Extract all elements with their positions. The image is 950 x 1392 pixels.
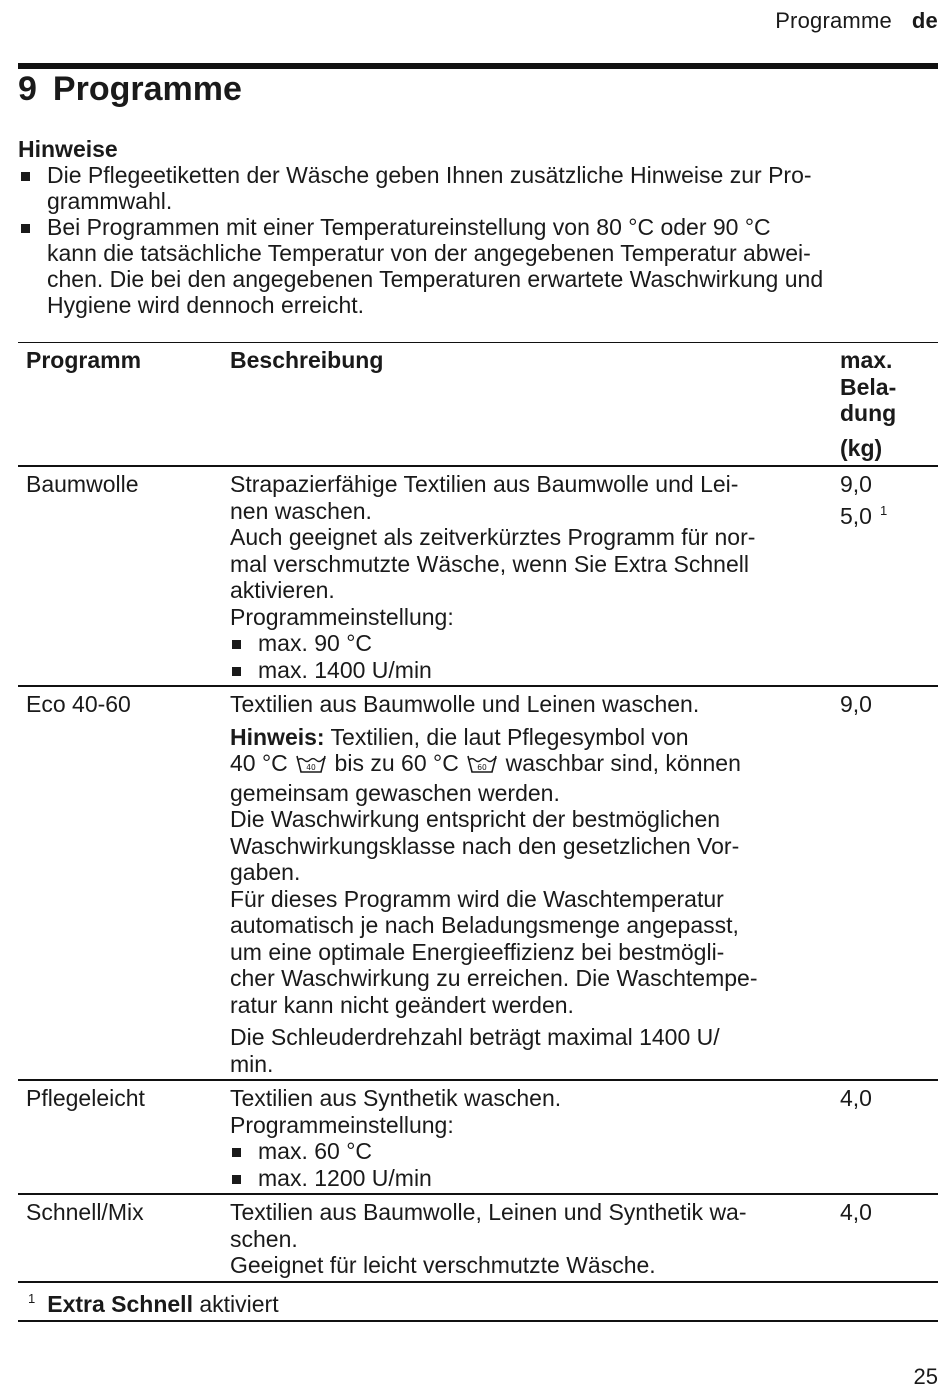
description-text: Textilien aus Baumwolle, Leinen und Synthetik wa- schen. xyxy=(230,1199,747,1252)
table-row xyxy=(18,1194,938,1282)
max-load xyxy=(840,466,938,686)
table-header-row xyxy=(18,343,938,467)
square-bullet-icon xyxy=(232,667,241,676)
settings-item-text: max. 1200 U/min xyxy=(258,1164,432,1191)
program-description xyxy=(230,1080,840,1194)
page-number: 25 xyxy=(913,1364,938,1389)
setting-label: Programmeinstellung: xyxy=(230,1111,454,1138)
wash-icon-temp: 60 xyxy=(477,763,487,772)
notes-item xyxy=(18,214,936,318)
washtub-40-icon xyxy=(296,753,326,780)
header-rule xyxy=(18,63,938,69)
chapter-number: 9 xyxy=(18,70,37,108)
program-table xyxy=(18,342,938,1322)
footnote-mark: 1 xyxy=(28,1290,36,1306)
notes-list xyxy=(18,162,936,318)
square-bullet-icon xyxy=(232,640,241,649)
square-bullet-icon xyxy=(21,224,30,233)
description-text: Textilien aus Synthetik waschen. xyxy=(230,1085,562,1111)
footnote-emphasis: Extra Schnell xyxy=(47,1290,193,1317)
washtub-60-icon xyxy=(467,753,497,780)
table-footnote-row xyxy=(18,1282,938,1322)
max-load-value: 5,0 xyxy=(840,502,872,529)
settings-item xyxy=(230,630,840,657)
max-load-value: 4,0 xyxy=(840,1199,872,1225)
program-description xyxy=(230,686,840,1080)
chapter-title: Programme xyxy=(52,70,242,108)
program-description xyxy=(230,1194,840,1282)
table-row xyxy=(18,1080,938,1194)
program-name: Schnell/Mix xyxy=(26,1199,144,1225)
notes-item-text: Bei Programmen mit einer Temperatureinstellung von 80 °C oder 90 °C kann die tatsächliche Temperatur von der angegebenen Temperatur abwei- chen. Die bei den angegebenen Temperaturen erwartete Waschwirkung und Hygiene wird dennoch erreicht. xyxy=(47,214,824,318)
settings-item xyxy=(230,1138,840,1165)
description-text: Die Waschwirkung entspricht der bestmöglichen Waschwirkungsklasse nach den gesetzlichen Vor- gaben. xyxy=(230,806,740,885)
square-bullet-icon xyxy=(232,1148,241,1157)
col-header-load-label: max. Bela- dung xyxy=(840,347,897,426)
settings-item xyxy=(230,1165,840,1192)
program-name: Pflegeleicht xyxy=(26,1085,145,1111)
col-header-load xyxy=(840,343,938,467)
settings-item xyxy=(230,657,840,684)
description-text: Die Schleuderdrehzahl beträgt maximal 1400 U/ min. xyxy=(230,1024,720,1077)
square-bullet-icon xyxy=(21,172,30,181)
notes-item-text: Die Pflegeetiketten der Wäsche geben Ihnen zusätzliche Hinweise zur Pro- grammwahl. xyxy=(47,162,812,214)
program-name: Baumwolle xyxy=(26,471,139,497)
settings-list xyxy=(230,1138,840,1191)
max-load xyxy=(840,1080,938,1194)
description-text: Strapazierfähige Textilien aus Baumwolle und Lei- nen waschen. xyxy=(230,471,739,524)
description-text: Auch geeignet als zeitverkürztes Programm für nor- mal verschmutzte Wäsche, wenn Sie Extra Schnell aktivieren. xyxy=(230,524,756,603)
settings-item-text: max. 90 °C xyxy=(258,630,373,656)
chapter-heading xyxy=(18,70,242,109)
max-load-value: 9,0 xyxy=(840,691,872,717)
max-load-value: 9,0 xyxy=(840,471,872,497)
table-row xyxy=(18,466,938,686)
hint-text: bis zu 60 °C xyxy=(328,750,459,776)
hint-text: Textilien, die laut Pflegesymbol von 40 °C xyxy=(230,723,689,776)
notes-heading: Hinweise xyxy=(18,136,118,162)
description-text: Geeignet für leicht verschmutzte Wäsche. xyxy=(230,1252,656,1278)
hint-text: waschbar sind, können gemeinsam gewaschen werden. xyxy=(230,750,741,806)
running-header xyxy=(775,8,938,34)
program-description xyxy=(230,466,840,686)
wash-icon-temp: 40 xyxy=(306,763,316,772)
max-load xyxy=(840,686,938,1080)
setting-label: Programmeinstellung: xyxy=(230,603,454,630)
col-header-program: Programm xyxy=(26,347,142,373)
running-header-section: Programme xyxy=(775,8,892,33)
hint-label: Hinweis: xyxy=(230,723,325,750)
settings-list xyxy=(230,630,840,683)
running-header-language: de xyxy=(911,8,938,33)
description-text: Für dieses Programm wird die Waschtemperatur automatisch je nach Beladungsmenge angepasst, um eine optimale Energieeffizienz bei bestmögli- cher Waschwirkung zu erreichen. Die Waschtempe- ratur kann nicht geändert werden. xyxy=(230,885,758,1018)
footnote-reference: 1 xyxy=(879,502,888,518)
table-footnote xyxy=(18,1282,938,1322)
table-row xyxy=(18,686,938,1080)
footnote-text: aktiviert xyxy=(192,1290,279,1317)
hint-paragraph xyxy=(230,724,840,807)
description-text: Textilien aus Baumwolle und Leinen waschen. xyxy=(230,691,700,717)
program-name: Eco 40-60 xyxy=(26,691,131,717)
max-load-value: 4,0 xyxy=(840,1085,872,1111)
col-header-load-unit: (kg) xyxy=(840,434,883,461)
max-load xyxy=(840,1194,938,1282)
square-bullet-icon xyxy=(232,1175,241,1184)
notes-block xyxy=(18,136,936,318)
max-load-value-reduced xyxy=(840,498,938,530)
col-header-description: Beschreibung xyxy=(230,347,384,373)
settings-item-text: max. 60 °C xyxy=(258,1138,373,1164)
settings-item-text: max. 1400 U/min xyxy=(258,656,432,683)
notes-item xyxy=(18,162,936,214)
